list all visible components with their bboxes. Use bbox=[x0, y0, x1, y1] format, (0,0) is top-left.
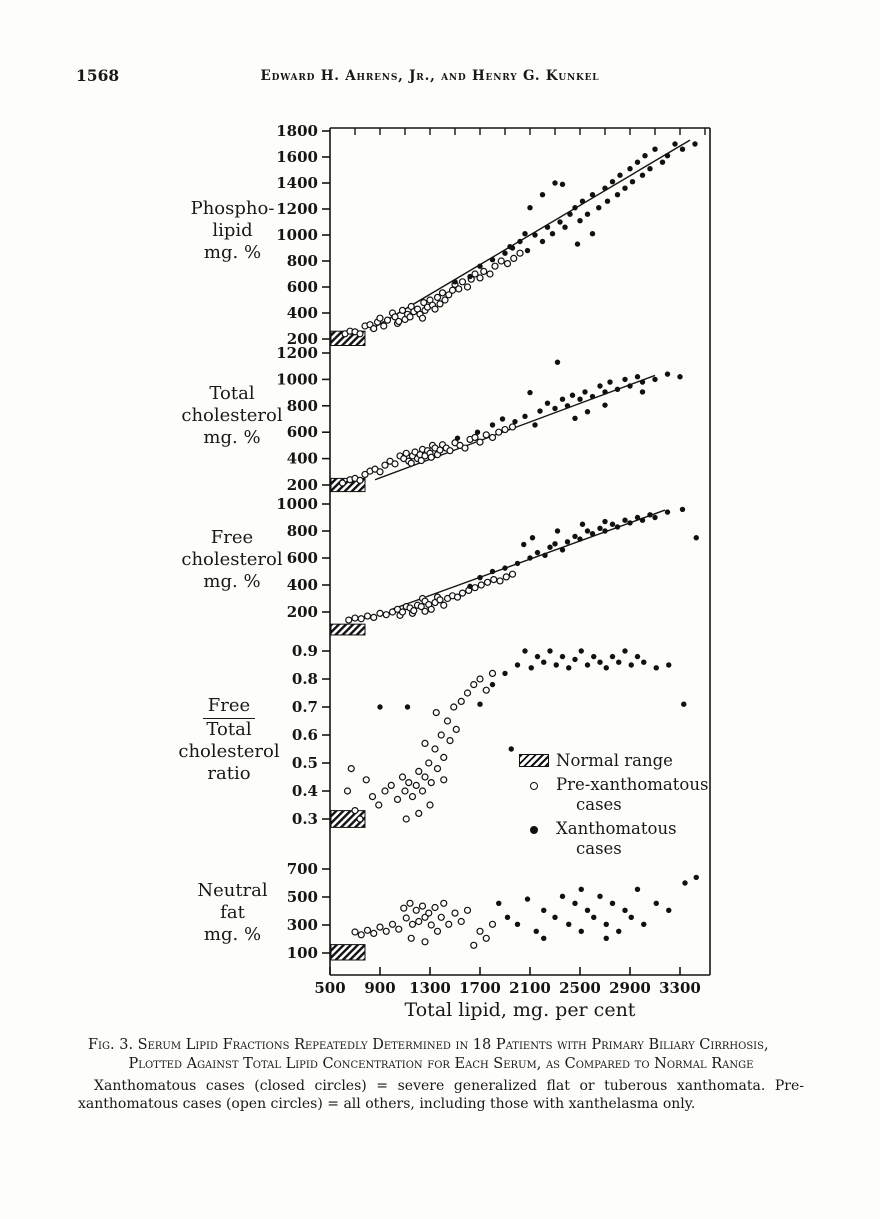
caption-title-line2: Plotted Against Total Lipid Concentration for Each Serum, as Compared to Normal Range bbox=[128, 1055, 754, 1072]
svg-text:200: 200 bbox=[286, 603, 318, 621]
svg-text:600: 600 bbox=[286, 549, 318, 567]
svg-text:0.4: 0.4 bbox=[291, 782, 318, 800]
svg-text:1200: 1200 bbox=[276, 200, 318, 218]
svg-text:2500: 2500 bbox=[559, 979, 601, 997]
x-axis-label: Total lipid, mg. per cent bbox=[404, 999, 636, 1021]
svg-text:400: 400 bbox=[286, 449, 318, 468]
svg-text:1300: 1300 bbox=[409, 979, 451, 997]
legend-label: Normal range bbox=[556, 751, 673, 770]
panel-label-line: mg. % bbox=[203, 241, 262, 263]
legend-label: Xanthomatous cases bbox=[556, 819, 677, 858]
hatched-swatch-icon bbox=[519, 754, 549, 767]
closed-circle-icon bbox=[530, 826, 538, 834]
panel-label-neutral-fat bbox=[150, 880, 315, 946]
svg-text:600: 600 bbox=[286, 423, 318, 442]
svg-text:1000: 1000 bbox=[276, 370, 318, 389]
svg-text:900: 900 bbox=[364, 979, 396, 997]
legend-label: Pre-xanthomatous cases bbox=[556, 775, 709, 814]
svg-text:2900: 2900 bbox=[609, 979, 651, 997]
svg-text:500: 500 bbox=[314, 979, 346, 997]
panel-label-line: Total bbox=[206, 718, 252, 740]
svg-text:1000: 1000 bbox=[276, 495, 318, 513]
svg-text:0.7: 0.7 bbox=[291, 698, 318, 716]
figure-legend bbox=[512, 751, 708, 863]
svg-text:400: 400 bbox=[286, 576, 318, 594]
panel-label-phospholipid bbox=[150, 198, 315, 264]
svg-text:300: 300 bbox=[286, 916, 318, 934]
panel-label-free-cholesterol bbox=[148, 527, 316, 593]
svg-text:0.5: 0.5 bbox=[291, 754, 318, 772]
legend-xanthomatous bbox=[512, 819, 708, 858]
svg-text:100: 100 bbox=[286, 944, 318, 962]
svg-text:1700: 1700 bbox=[459, 979, 501, 997]
panel-label-line: Phospho- bbox=[190, 198, 275, 219]
svg-text:800: 800 bbox=[286, 396, 318, 415]
svg-text:0.9: 0.9 bbox=[291, 642, 318, 660]
svg-text:2100: 2100 bbox=[509, 979, 551, 997]
page-number: 1568 bbox=[76, 66, 120, 85]
fraction-numerator: Free bbox=[203, 695, 255, 719]
svg-text:0.3: 0.3 bbox=[291, 810, 318, 828]
figure-caption bbox=[78, 1036, 804, 1114]
caption-title-line1: Fig. 3. Serum Lipid Fractions Repeatedly Determined in 18 Patients with Primary Biliary Cirrhosis, bbox=[88, 1037, 769, 1053]
panel-label-line: cholesterol bbox=[181, 404, 283, 426]
panel-label-line: Total bbox=[209, 383, 255, 404]
open-circle-icon bbox=[530, 782, 538, 790]
svg-text:700: 700 bbox=[286, 860, 318, 878]
running-header: Edward H. Ahrens, Jr., and Henry G. Kunkel bbox=[260, 68, 600, 84]
panel-label-line: fat bbox=[220, 901, 245, 923]
legend-pre-xanthomatous bbox=[512, 775, 708, 814]
svg-text:200: 200 bbox=[286, 330, 318, 348]
svg-text:1000: 1000 bbox=[276, 226, 318, 244]
svg-text:200: 200 bbox=[286, 476, 318, 494]
svg-text:600: 600 bbox=[286, 278, 318, 296]
panel-label-line bbox=[143, 695, 315, 719]
panel-label-line: lipid bbox=[212, 219, 253, 241]
panel-label-line: Free bbox=[210, 527, 254, 548]
svg-text:1400: 1400 bbox=[276, 174, 318, 192]
panel-label-ratio bbox=[143, 695, 315, 785]
panel-label-line: cholesterol bbox=[178, 740, 280, 762]
svg-text:400: 400 bbox=[286, 304, 318, 322]
svg-text:0.6: 0.6 bbox=[291, 726, 318, 744]
legend-normal-range bbox=[512, 751, 708, 770]
panel-label-line: mg. % bbox=[203, 923, 262, 945]
svg-text:1200: 1200 bbox=[276, 344, 318, 362]
caption-body: Xanthomatous cases (closed circles) = severe generalized flat or tuberous xanthomata. Pre-xanthomatous cases (open circles) = all others, including those with xanthelasma only. bbox=[78, 1078, 804, 1112]
fig-number: Fig. 3. bbox=[88, 1037, 134, 1053]
svg-text:500: 500 bbox=[286, 888, 318, 906]
svg-text:800: 800 bbox=[286, 252, 318, 270]
panel-label-total-cholesterol bbox=[148, 383, 316, 449]
svg-text:1600: 1600 bbox=[276, 148, 318, 166]
svg-text:800: 800 bbox=[286, 522, 318, 540]
svg-text:1800: 1800 bbox=[276, 122, 318, 140]
panel-label-line: mg. % bbox=[203, 426, 261, 448]
panel-label-line: mg. % bbox=[203, 570, 261, 592]
panel-label-line: cholesterol bbox=[181, 548, 283, 570]
svg-text:3300: 3300 bbox=[659, 979, 701, 997]
svg-text:0.8: 0.8 bbox=[291, 670, 318, 688]
panel-label-line: ratio bbox=[207, 762, 251, 784]
panel-label-line: Neutral bbox=[197, 880, 268, 901]
